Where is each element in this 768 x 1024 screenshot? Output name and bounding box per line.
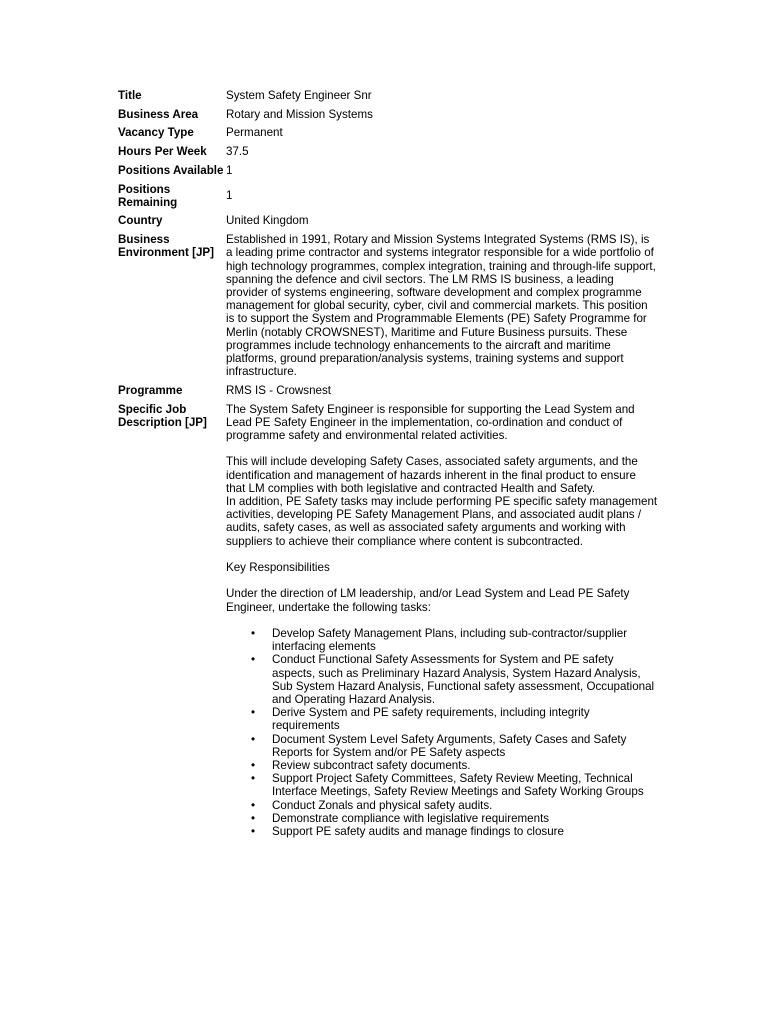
responsibilities-list [226,627,658,838]
field-row-title [118,89,658,102]
field-row-hours-per-week [118,145,658,158]
list-item-text: Conduct Zonals and physical safety audits. [272,798,493,812]
bullet-icon: • [251,706,256,720]
field-row-positions-remaining [118,183,658,209]
job-description-paragraph: In addition, PE Safety tasks may include performing PE specific safety management activities, developing PE Safety Management Plans, and associated audit plans / audits, safety cases, as well as associated safety arguments and working with suppliers to achieve their compliance where content is subcontracted. [226,494,658,548]
bullet-icon: • [251,758,256,772]
list-item [226,812,658,825]
field-row-vacancy-type [118,126,658,139]
list-item [226,627,658,653]
bullet-icon: • [251,653,256,667]
list-item [226,706,658,732]
field-value: 1 [226,189,233,203]
field-label: Programme [118,383,183,397]
field-row-positions-available [118,164,658,177]
list-item-text: Derive System and PE safety requirements, including integrity requirements [272,706,590,733]
field-label: Positions Available [118,163,224,177]
job-description-paragraph: This will include developing Safety Cases, associated safety arguments, and the identification and management of hazards inherent in the final product to ensure that LM complies with both legislative and contracted Health and Safety. [226,455,638,495]
list-item [226,799,658,812]
list-item [226,825,658,838]
bullet-icon: • [251,626,256,640]
list-item [226,733,658,759]
list-item-text: Demonstrate compliance with legislative requirements [272,811,550,825]
field-row-country [118,214,658,227]
list-item [226,653,658,706]
list-item [226,772,658,798]
field-value: System Safety Engineer Snr [226,89,372,102]
bullet-icon: • [251,811,256,825]
field-value: Established in 1991, Rotary and Mission Systems Integrated Systems (RMS IS), is a leading prime contractor and systems integrator responsible for a wide portfolio of high technology programmes, complex integration, training and through-life support, spanning the defence and civil sectors. The LM RMS IS business, a leading provider of systems engineering, software development and complex programme management for global security, cyber, civil and commercial markets. This position is to support the System and Programmable Elements (PE) Safety Programme for Merlin (notably CROWSNEST), Maritime and Future Business pursuits. These programmes include technology enhancements to the aircraft and maritime platforms, ground preparation/analysis systems, training systems and support infrastructure. [226,233,656,379]
field-row-business-environment [118,233,658,378]
job-details-document [118,89,658,844]
field-value: Permanent [226,126,283,140]
job-description-intro: The System Safety Engineer is responsible for supporting the Lead System and Lead PE Safety Engineer in the implementation, co-ordination and conduct of programme safety and environmental related activities. [226,402,635,442]
bullet-icon: • [251,798,256,812]
field-value: Rotary and Mission Systems [226,107,373,121]
field-row-programme [118,384,658,397]
job-description-body [226,403,658,839]
list-item-text: Conduct Functional Safety Assessments for System and PE safety aspects, such as Preliminary Hazard Analysis, System Hazard Analysis, Sub System Hazard Analysis, Functional safety assessment, Occupational and Operating Hazard Analysis. [272,653,655,706]
list-item-text: Review subcontract safety documents. [272,758,471,772]
field-label: Business Area [118,107,199,121]
list-item-text: Support PE safety audits and manage findings to closure [272,825,564,838]
field-row-job-description [118,403,658,839]
bullet-icon: • [251,732,256,746]
field-value: RMS IS - Crowsnest [226,383,332,397]
list-item-text: Develop Safety Management Plans, including sub-contractor/supplier interfacing elements [272,626,628,654]
bullet-icon: • [251,772,256,786]
field-label: Vacancy Type [118,126,194,140]
field-label: Country [118,214,163,228]
bullet-icon: • [251,825,256,838]
field-label: Business Environment [JP] [118,233,214,260]
list-item-text: Document System Level Safety Arguments, Safety Cases and Safety Reports for System and/or PE Safety aspects [272,732,627,759]
field-label: Specific Job Description [JP] [118,402,207,429]
field-label: Positions Remaining [118,182,178,209]
field-row-business-area [118,108,658,121]
field-label: Title [118,89,142,102]
list-item [226,759,658,772]
field-value: United Kingdom [226,214,309,228]
key-responsibilities-heading: Key Responsibilities [226,560,330,574]
direction-paragraph: Under the direction of LM leadership, and/or Lead System and Lead PE Safety Engineer, undertake the following tasks: [226,587,630,614]
field-value: 1 [226,163,233,177]
field-value: 37.5 [226,145,249,159]
list-item-text: Support Project Safety Committees, Safety Review Meeting, Technical Interface Meetings, Safety Review Meetings and Safety Working Groups [272,772,644,799]
field-label: Hours Per Week [118,145,207,159]
